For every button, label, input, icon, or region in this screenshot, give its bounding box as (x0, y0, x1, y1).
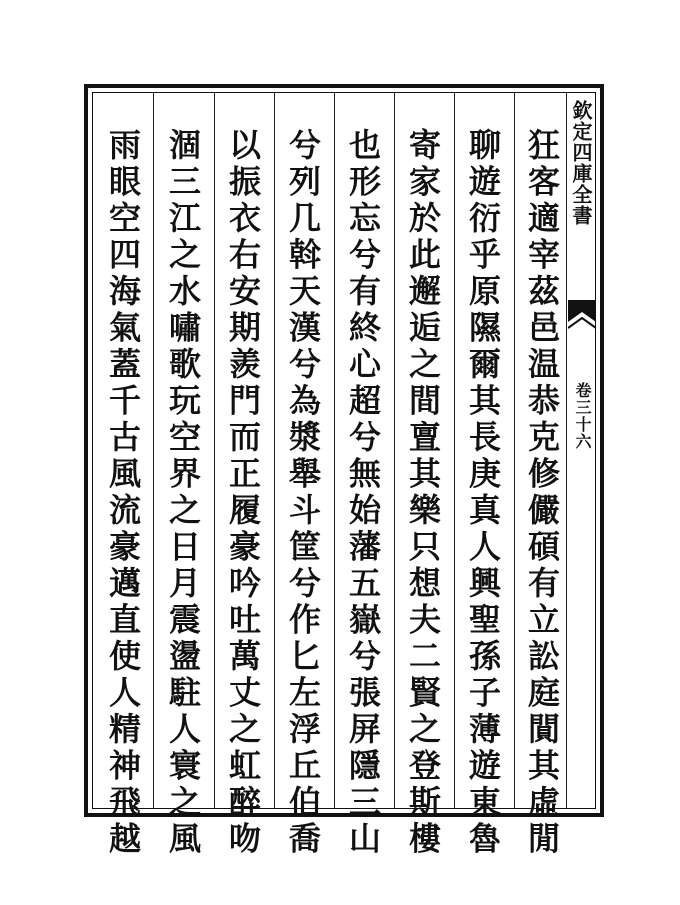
column-rule (514, 92, 515, 809)
text-column-7: 涸三江之水嘯歌玩空界之日月震盪駐人寰之風 (164, 128, 202, 858)
column-rule (454, 92, 455, 809)
column-rule (274, 92, 275, 809)
text-column-8: 雨眼空四海氣蓋千古風流豪邁直使人精神飛越 (104, 128, 142, 858)
margin-volume: 卷三十六 (573, 382, 592, 450)
text-column-5: 兮列几斡天漢兮為漿舉斗筐兮作匕左浮丘伯喬 (284, 128, 322, 858)
column-rule (214, 92, 215, 809)
text-column-2: 聊遊衍乎原隰爾其長庚真人興聖孫子薄遊東魯 (464, 128, 502, 858)
column-rule (334, 92, 335, 809)
column-rule (153, 92, 154, 809)
fish-tail-mark-icon (568, 300, 596, 340)
text-column-1: 狂客適宰茲邑温恭克修儼碩有立訟庭閴其虛閒 (523, 128, 561, 858)
margin-title: 欽定四庫全書 (569, 100, 593, 226)
text-column-6: 以振衣右安期羨門而正履豪吟吐萬丈之虹醉吻 (224, 128, 262, 858)
text-column-4: 也形忘兮有終心超兮無始藩五嶽兮張屏隱三山 (344, 128, 382, 858)
text-column-3: 寄家於此邂逅之間亶其樂只想夫二賢之登斯樓 (404, 128, 442, 858)
column-rule (394, 92, 395, 809)
